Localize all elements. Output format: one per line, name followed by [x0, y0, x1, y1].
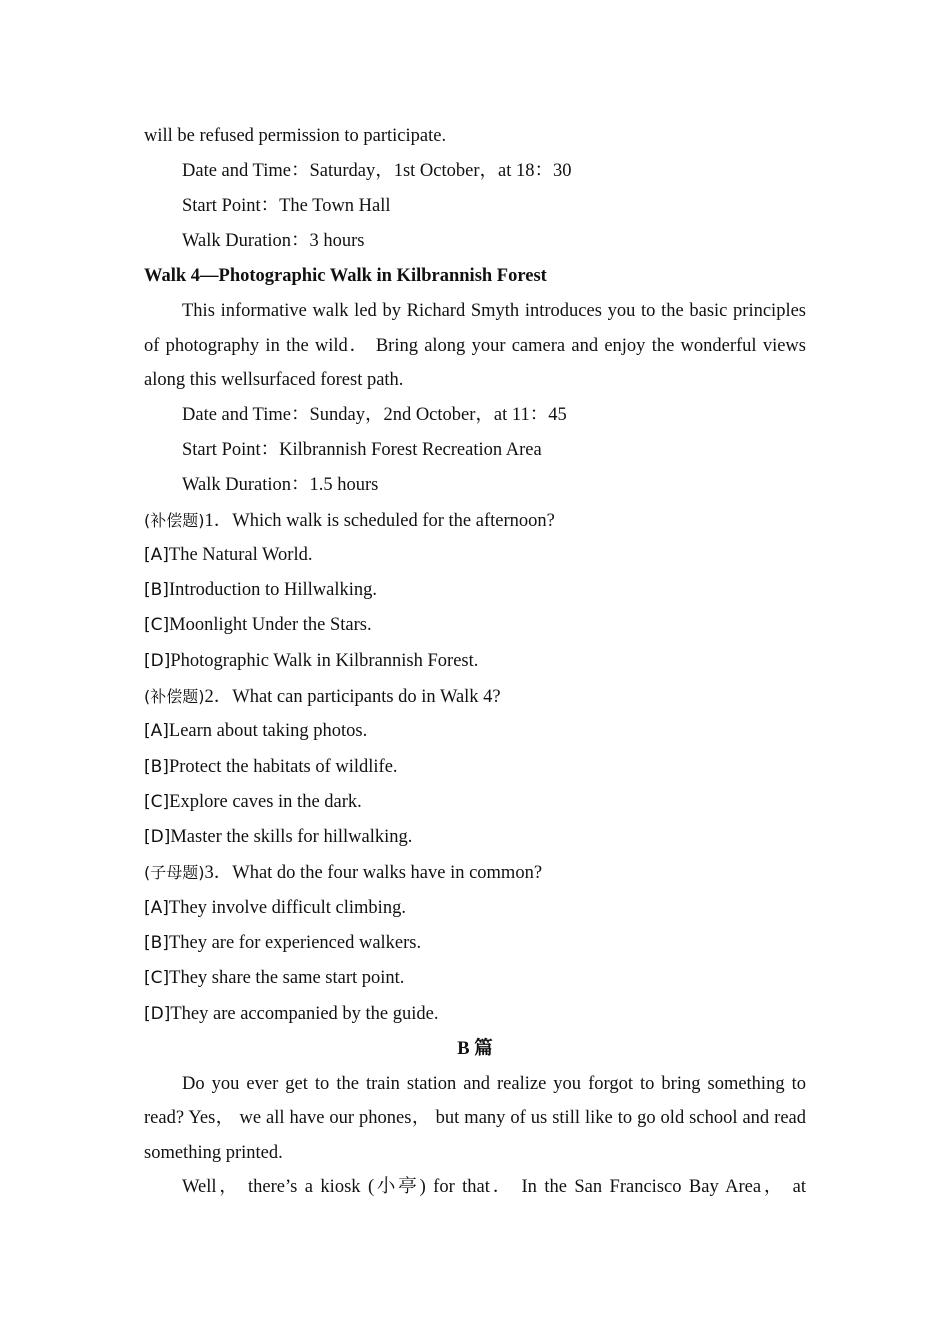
option-letter: [D] [144, 827, 171, 848]
question-2 [144, 679, 806, 714]
option-letter: [A] [144, 721, 169, 742]
option-letter: [B] [144, 933, 169, 954]
option-text: They are for experienced walkers. [168, 933, 422, 954]
question-1-option-a[interactable] [144, 538, 806, 573]
walk4-start-point: Start Point：Kilbrannish Forest Recreation Area [182, 439, 542, 460]
option-text: They involve difficult climbing. [168, 897, 406, 918]
document-content [144, 119, 806, 1205]
walk4-date-time: Date and Time：Sunday，2nd October，at 11：45 [182, 404, 567, 425]
question-3-option-d[interactable] [144, 997, 806, 1032]
option-text: The Natural World. [168, 544, 313, 565]
question-1-option-b[interactable] [144, 573, 806, 608]
section-b-paragraph-1: Do you ever get to the train station and realize you forgot to bring something to read? Yes， we all have our phones， but many of us still like to go old school and read something printed. [144, 1073, 806, 1163]
walk3-duration: Walk Duration：3 hours [182, 231, 365, 251]
option-letter: [B] [144, 580, 169, 601]
walk3-start-point: Start Point：The Town Hall [182, 196, 391, 216]
option-text: Photographic Walk in Kilbrannish Forest. [170, 650, 479, 671]
option-letter: [A] [144, 897, 169, 918]
option-letter: [C] [144, 968, 170, 989]
option-text: They are accompanied by the guide. [170, 1003, 439, 1024]
question-3-stem: 3．What do the four walks have in common? [204, 863, 543, 884]
option-text: Learn about taking photos. [168, 721, 368, 742]
question-2-option-b[interactable] [144, 750, 806, 785]
question-1 [144, 503, 806, 538]
option-letter: [D] [144, 650, 171, 671]
option-text: Protect the habitats of wildlife. [168, 756, 398, 777]
question-3 [144, 855, 806, 890]
question-2-stem: 2．What can participants do in Walk 4? [204, 686, 501, 707]
walk4-description: This informative walk led by Richard Smyth introduces you to the basic principles of photography in the wild． Bring along your camera and enjoy the wonderful views along this wellsurfaced forest path. [144, 301, 806, 390]
walk4-duration: Walk Duration：1.5 hours [182, 474, 379, 495]
option-text: Master the skills for hillwalking. [170, 827, 413, 848]
question-2-option-d[interactable] [144, 820, 806, 855]
question-3-tag: (子母题) [144, 863, 205, 883]
option-letter: [B] [144, 756, 169, 777]
walk3-date-time: Date and Time：Saturday，1st October，at 18：30 [182, 161, 572, 181]
option-letter: [D] [144, 1003, 171, 1024]
question-3-option-b[interactable] [144, 926, 806, 961]
question-3-option-a[interactable] [144, 891, 806, 926]
question-2-option-a[interactable] [144, 714, 806, 749]
question-2-tag: (补偿题) [144, 686, 205, 706]
question-1-option-c[interactable] [144, 608, 806, 643]
walk3-continuation: will be refused permission to participate. [144, 126, 447, 146]
question-1-stem: 1．Which walk is scheduled for the afternoon? [204, 510, 555, 531]
question-3-option-c[interactable] [144, 961, 806, 996]
option-letter: [C] [144, 615, 170, 636]
walk4-title: Walk 4—Photographic Walk in Kilbrannish Forest [144, 266, 547, 286]
option-letter: [A] [144, 544, 169, 565]
option-text: Moonlight Under the Stars. [169, 615, 372, 636]
question-1-option-d[interactable] [144, 644, 806, 679]
section-b-title: B 篇 [457, 1038, 493, 1059]
question-1-tag: (补偿题) [144, 510, 205, 530]
question-2-option-c[interactable] [144, 785, 806, 820]
section-b-paragraph-2: Well， there’s a kiosk (小亭) for that． In the San Francisco Bay Area， at [182, 1177, 806, 1198]
option-text: Introduction to Hillwalking. [168, 580, 378, 601]
option-text: Explore caves in the dark. [169, 791, 362, 812]
option-text: They share the same start point. [169, 968, 405, 989]
option-letter: [C] [144, 791, 170, 812]
